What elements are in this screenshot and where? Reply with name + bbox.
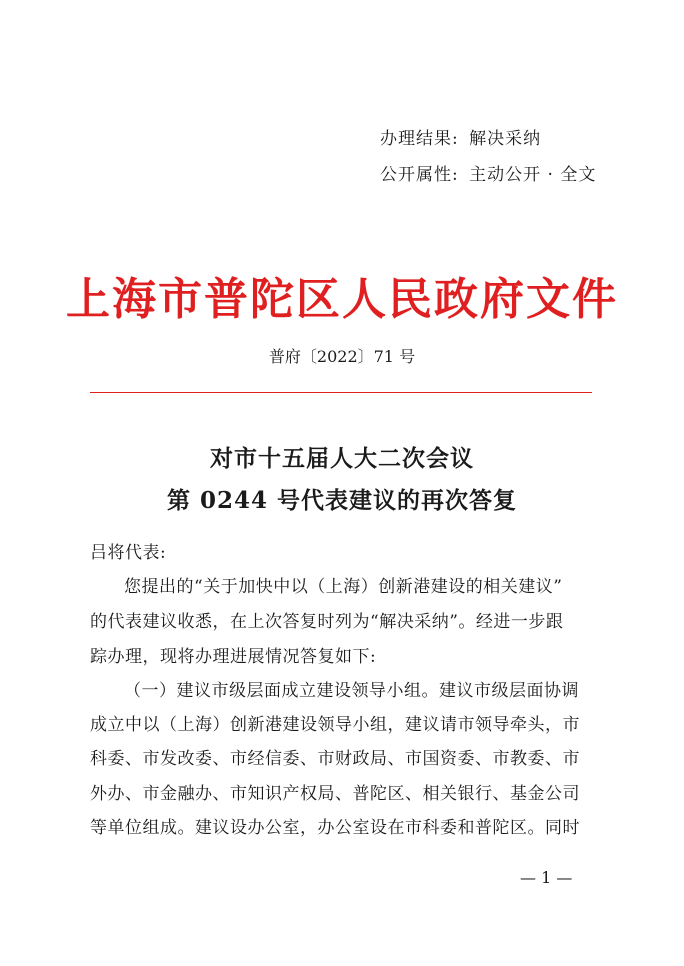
handling-result-label: 办理结果: [380,129,459,149]
page-number: — 1 — [520,868,573,887]
body-line: 科委、市发改委、市经信委、市财政局、市国资委、市教委、市 [90,749,580,769]
handling-result [380,124,541,149]
body-line: （一）建议市级层面成立建设领导小组。建议市级层面协调 [124,681,579,701]
title-line-1: 对市十五届人大二次会议 [210,445,474,472]
body-line: 成立中以（上海）创新港建设领导小组，建议请市领导牵头，市 [90,715,580,735]
red-divider [90,392,592,393]
body-line: 您提出的“关于加快中以（上海）创新港建设的相关建议” [124,577,563,597]
title-line-2: 第 0244 号代表建议的再次答复 [166,487,518,514]
body-line: 等单位组成。建议设办公室，办公室设在市科委和普陀区。同时 [90,818,580,838]
body-line: 的代表建议收悉，在上次答复时列为“解决采纳”。经进一步跟 [90,612,564,632]
document-number: 普府〔2022〕71 号 [268,347,416,366]
salutation: 吕将代表: [90,543,167,563]
disclosure-attribute [380,160,596,185]
disclosure-value: 主动公开 · 全文 [469,165,597,185]
disclosure-label: 公开属性: [380,165,459,185]
issuer-header: 上海市普陀区人民政府文件 [66,274,618,325]
body-line: 外办、市金融办、市知识产权局、普陀区、相关银行、基金公司 [90,784,580,804]
handling-result-value: 解决采纳 [469,129,542,149]
body-line: 踪办理，现将办理进展情况答复如下: [90,647,377,667]
